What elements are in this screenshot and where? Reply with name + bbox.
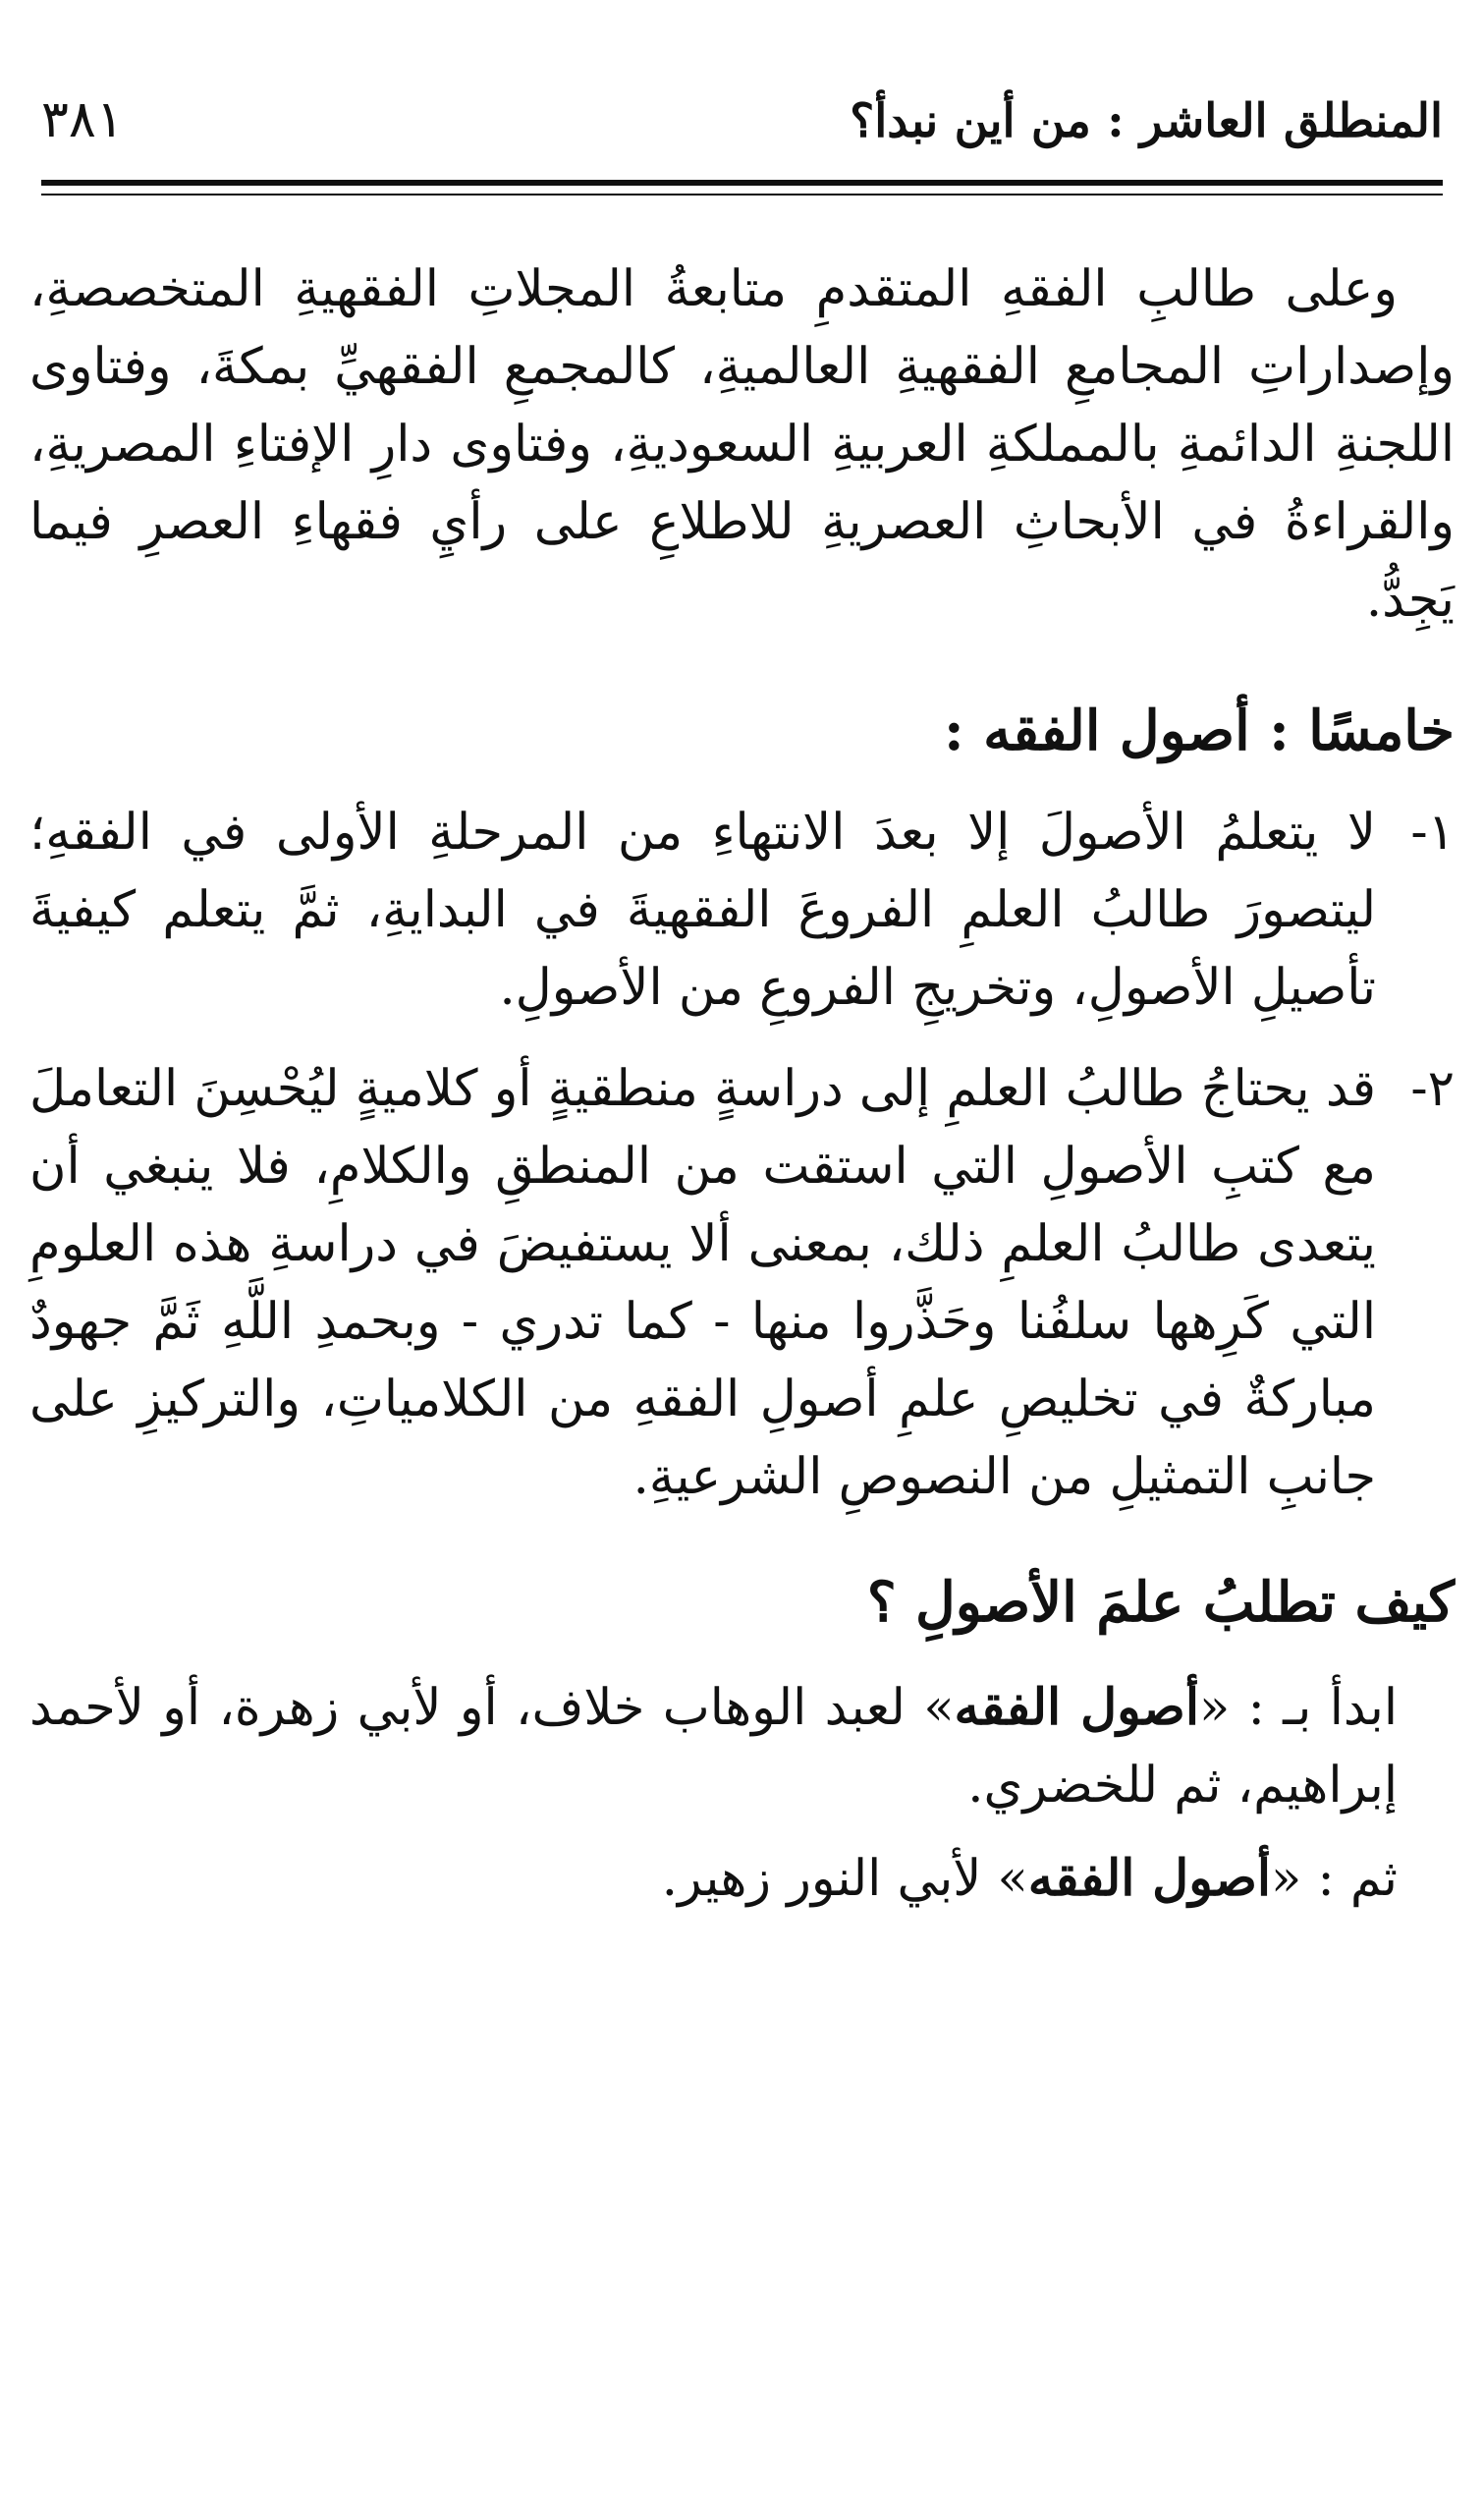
list-item-text: لا يتعلمُ الأصولَ إلا بعدَ الانتهاءِ من المرحلةِ الأولى في الفقهِ؛ ليتصورَ طالبُ العلمِ الفروعَ الفقهيةَ في البدايةِ، ثمَّ يتعلم كيفيةَ تأصيلِ الأصولِ، وتخريجِ الفروعِ من الأصولِ. [29,804,1376,1017]
start-with-suffix: » لعبد الوهاب خلاف، أو لأبي زهرة، أو لأحمد إبراهيم، ثم للخضري. [29,1679,1398,1815]
list-item [29,1050,1455,1516]
header-rule-thick [41,180,1443,186]
page-header [41,90,1443,169]
then-suffix: » لأبي النور زهير. [661,1850,1028,1908]
header-rule-thin [41,194,1443,196]
list-item-text: قد يحتاجُ طالبُ العلمِ إلى دراسةٍ منطقيةٍ أو كلاميةٍ ليُحْسِنَ التعاملَ مع كتبِ الأصولِ التي استقت من المنطقِ والكلامِ، فلا ينبغي أن يتعدى طالبُ العلمِ ذلك، بمعنى ألا يستفيضَ في دراسةِ هذه العلومِ التي كَرِهها سلفُنا وحَذَّروا منها - كما تدري - وبحمدِ اللَّهِ ثَمَّ جهودٌ مباركةٌ في تخليصِ علمِ أصولِ الفقهِ من الكلامياتِ، والتركيزِ على جانبِ التمثيلِ من النصوصِ الشرعيةِ. [29,1060,1376,1506]
intro-paragraph: وعلى طالبِ الفقهِ المتقدمِ متابعةُ المجلاتِ الفقهيةِ المتخصصةِ، وإصداراتِ المجامعِ الفقهيةِ العالميةِ، كالمجمعِ الفقهيِّ بمكةَ، وفتاوى اللجنةِ الدائمةِ بالمملكةِ العربيةِ السعوديةِ، وفتاوى دارِ الإفتاءِ المصريةِ، والقراءةُ في الأبحاثِ العصريةِ للاطلاعِ على رأيِ فقهاءِ العصرِ فيما يَجِدُّ. [29,260,1455,629]
question-heading: كيف تطلبُ علمَ الأصولِ ؟ [866,1570,1455,1635]
running-title: المنطلق العاشر : من أين نبدأ؟ [850,94,1443,148]
list-item-number: ٢- [1410,1060,1455,1118]
list-item-number: ١- [1410,804,1455,862]
section-heading: خامسًا : أصول الفقه : [943,699,1455,763]
page-number: ٣٨١ [41,90,124,149]
start-with-line [29,1669,1455,1824]
then-prefix: ثم : « [1271,1850,1398,1908]
page-body [29,251,1455,1918]
start-with-prefix: ابدأ بـ : « [1199,1679,1399,1737]
list-item [29,794,1455,1027]
then-line [29,1840,1455,1918]
book-title: أصول الفقه [1027,1849,1272,1908]
book-title: أصول الفقه [954,1678,1199,1737]
